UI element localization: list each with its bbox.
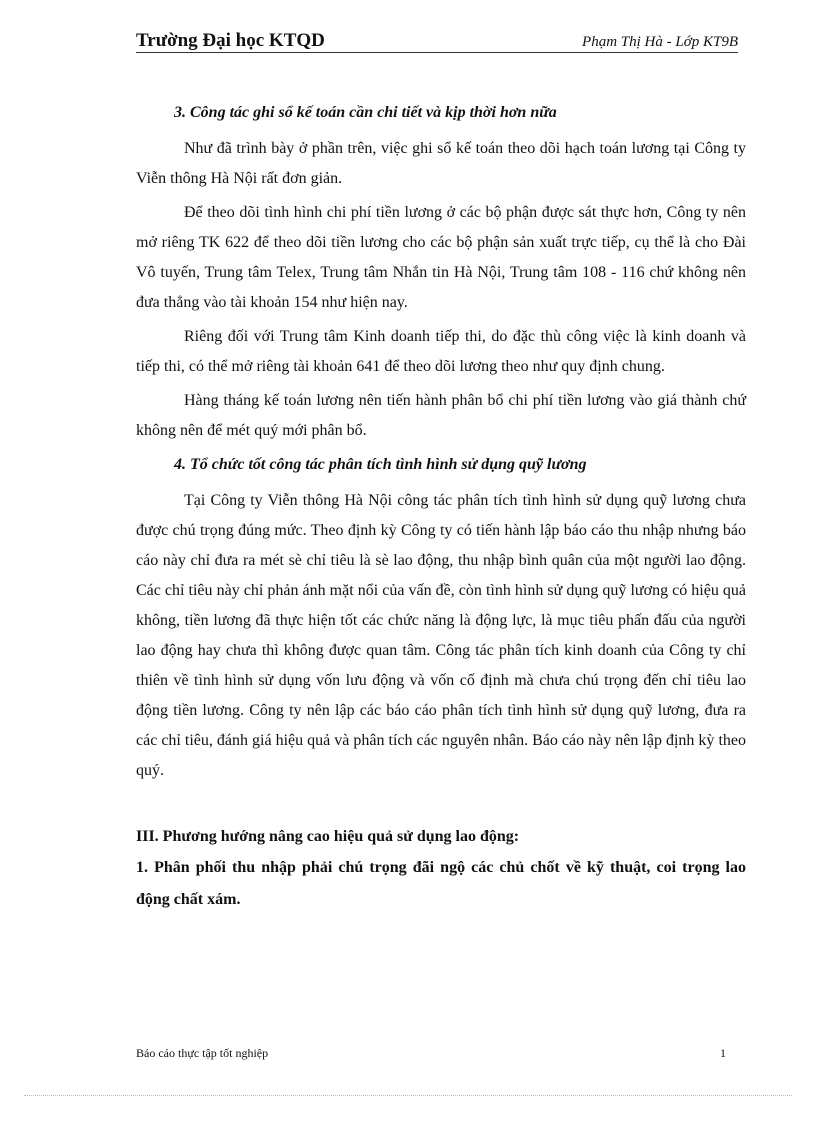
- paragraph: Để theo dõi tình hình chi phí tiền lương ở các bộ phận được sát thực hơn, Công ty nên mở riêng TK 622 để theo dõi tiền lương cho các bộ phận sản xuất trực tiếp, cụ thể là cho Đài Vô tuyến, Trung tâm Telex, Trung tâm Nhắn tin Hà Nội, Trung tâm 108 - 116 chứ không nên đưa thẳng vào tài khoản 154 như hiện nay.: [136, 204, 746, 311]
- footer-title: Báo cáo thực tập tốt nghiệp: [136, 1046, 269, 1060]
- part-3-subheading: 1. Phân phối thu nhập phải chú trọng đãi ngộ các chủ chốt về kỹ thuật, coi trọng lao động chất xám.: [136, 859, 746, 908]
- section-3-heading: 3. Công tác ghi sổ kế toán cần chi tiết và kịp thời hơn nữa: [174, 104, 557, 121]
- paragraph: Như đã trình bày ở phần trên, việc ghi sổ kế toán theo dõi hạch toán lương tại Công ty Viễn thông Hà Nội rất đơn giản.: [136, 140, 746, 187]
- paragraph: Hàng tháng kế toán lương nên tiến hành phân bổ chi phí tiền lương vào giá thành chứ không nên để mét quý mới phân bổ.: [136, 392, 746, 439]
- header-rule: [136, 52, 738, 53]
- part-3-heading: III. Phương hướng nâng cao hiệu quả sử dụng lao động:: [136, 828, 520, 845]
- paragraph: Tại Công ty Viễn thông Hà Nội công tác phân tích tình hình sử dụng quỹ lương chưa được chú trọng đúng mức. Theo định kỳ Công ty có tiến hành lập báo cáo thu nhập nhưng báo cáo này chỉ đưa ra mét sè chỉ tiêu là sè lao động, thu nhập bình quân của một người lao động. Các chỉ tiêu này chỉ phản ánh mặt nổi của vấn đề, còn tình hình sử dụng quỹ lương có hiệu quả không, tiền lương đã thực hiện tốt các chức năng là động lực, là mục tiêu phấn đấu của người lao động hay chưa thì không được quan tâm. Công tác phân tích kinh doanh của Công ty chỉ thiên về tình hình sử dụng vốn lưu động và vốn cố định mà chưa chú trọng đến chỉ tiêu lao động tiền lương. Công ty nên lập các báo cáo phân tích tình hình sử dụng quỹ lương, đưa ra các chỉ tiêu, đánh giá hiệu quả và phân tích các nguyên nhân. Báo cáo này nên lập định kỳ theo quý.: [136, 492, 746, 779]
- header-school: Trường Đại học KTQD: [136, 30, 325, 51]
- document-body: [136, 98, 746, 916]
- header-author: Phạm Thị Hà - Lớp KT9B: [582, 34, 738, 50]
- page-edge-divider: [24, 1095, 792, 1096]
- page-number: 1: [720, 1046, 726, 1060]
- paragraph: Riêng đối với Trung tâm Kinh doanh tiếp thi, do đặc thù công việc là kinh doanh và tiếp thi, có thể mở riêng tài khoản 641 để theo dõi lương theo như quy định chung.: [136, 328, 746, 375]
- section-4-heading: 4. Tổ chức tốt công tác phân tích tình hình sử dụng quỹ lương: [174, 456, 587, 473]
